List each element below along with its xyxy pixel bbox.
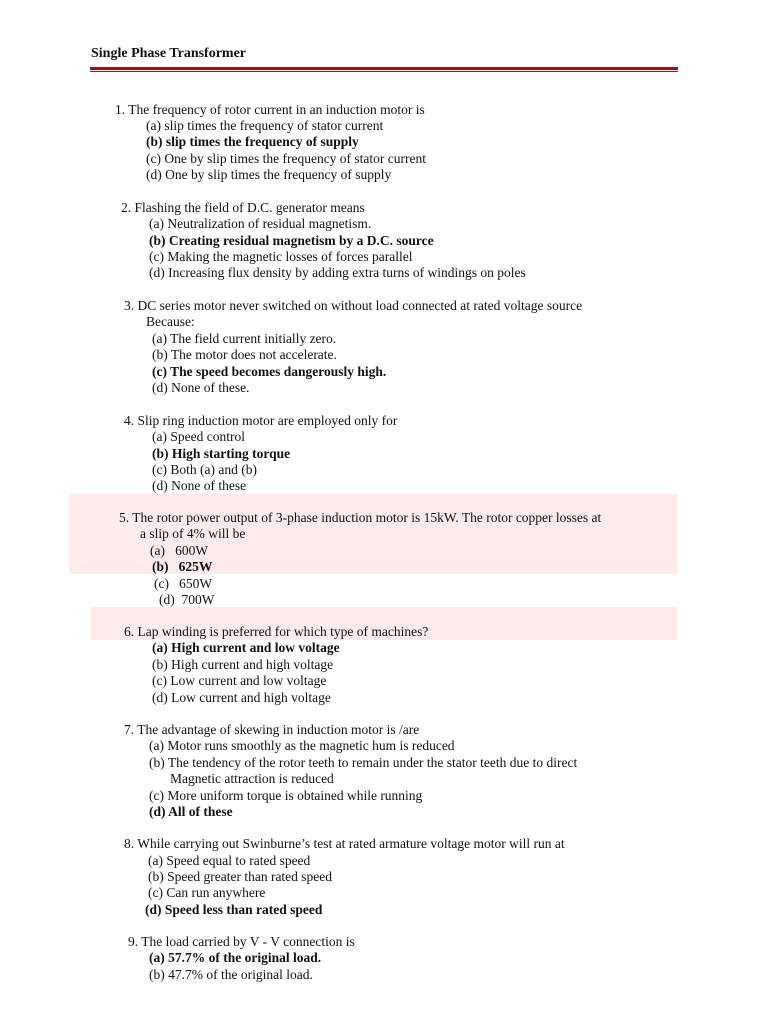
option-c: (c) Low current and low voltage [152,673,327,688]
option-a: (a) Speed equal to rated speed [148,853,311,868]
option-c-answer: (c) The speed becomes dangerously high. [152,364,387,379]
option-a: (a) 600W [150,543,209,558]
question-stem: 2. Flashing the field of D.C. generator means [121,200,365,215]
option-c: (c) 650W [154,576,213,591]
question-stem-continued: a slip of 4% will be [140,526,246,541]
page-title: Single Phase Transformer [91,46,247,61]
question-stem: 5. The rotor power output of 3-phase induction motor is 15kW. The rotor copper losses at [119,510,602,525]
header-rule-thick [90,67,678,70]
option-d: (d) One by slip times the frequency of supply [146,167,392,182]
option-b: (b) The tendency of the rotor teeth to remain under the stator teeth due to direct [149,755,578,770]
option-b: (b) 47.7% of the original load. [149,967,313,982]
option-c: (c) More uniform torque is obtained while running [149,788,423,803]
option-d: (d) None of these. [152,380,250,395]
question-stem: 1. The frequency of rotor current in an induction motor is [115,102,425,117]
question-stem: 3. DC series motor never switched on without load connected at rated voltage source [124,298,583,313]
option-d: (d) None of these [152,478,247,493]
option-b: (b) Speed greater than rated speed [148,869,333,884]
option-c: (c) One by slip times the frequency of stator current [146,151,427,166]
option-b-continued: Magnetic attraction is reduced [170,771,334,786]
option-d-answer: (d) All of these [149,804,233,819]
question-stem: 4. Slip ring induction motor are employed only for [124,413,398,428]
option-a: (a) The field current initially zero. [152,331,337,346]
option-b: (b) High current and high voltage [152,657,334,672]
option-a: (a) slip times the frequency of stator current [146,118,384,133]
option-a: (a) Speed control [152,429,245,444]
question-stem: 9. The load carried by V - V connection is [128,934,355,949]
option-c: (c) Both (a) and (b) [152,462,257,477]
option-d: (d) 700W [159,592,215,607]
option-d: (d) Increasing flux density by adding extra turns of windings on poles [149,265,526,280]
option-d: (d) Low current and high voltage [152,690,331,705]
question-stem-continued: Because: [146,314,195,329]
question-stem: 7. The advantage of skewing in induction motor is /are [124,722,420,737]
option-c: (c) Making the magnetic losses of forces parallel [149,249,413,264]
question-stem: 8. While carrying out Swinburne’s test at rated armature voltage motor will run at [124,836,565,851]
option-a-answer: (a) High current and low voltage [152,640,340,655]
option-a-answer: (a) 57.7% of the original load. [149,950,322,965]
question-stem: 6. Lap winding is preferred for which type of machines? [124,624,429,639]
option-b: (b) The motor does not accelerate. [152,347,337,362]
option-c: (c) Can run anywhere [148,885,266,900]
option-b-answer: (b) slip times the frequency of supply [146,134,359,149]
option-b-answer: (b) High starting torque [152,446,291,461]
header-rule-thin [90,71,678,72]
option-a: (a) Motor runs smoothly as the magnetic hum is reduced [149,738,455,753]
option-b-answer: (b) 625W [152,559,213,574]
option-a: (a) Neutralization of residual magnetism. [149,216,372,231]
option-b-answer: (b) Creating residual magnetism by a D.C. source [149,233,434,248]
option-d-answer: (d) Speed less than rated speed [145,902,323,917]
